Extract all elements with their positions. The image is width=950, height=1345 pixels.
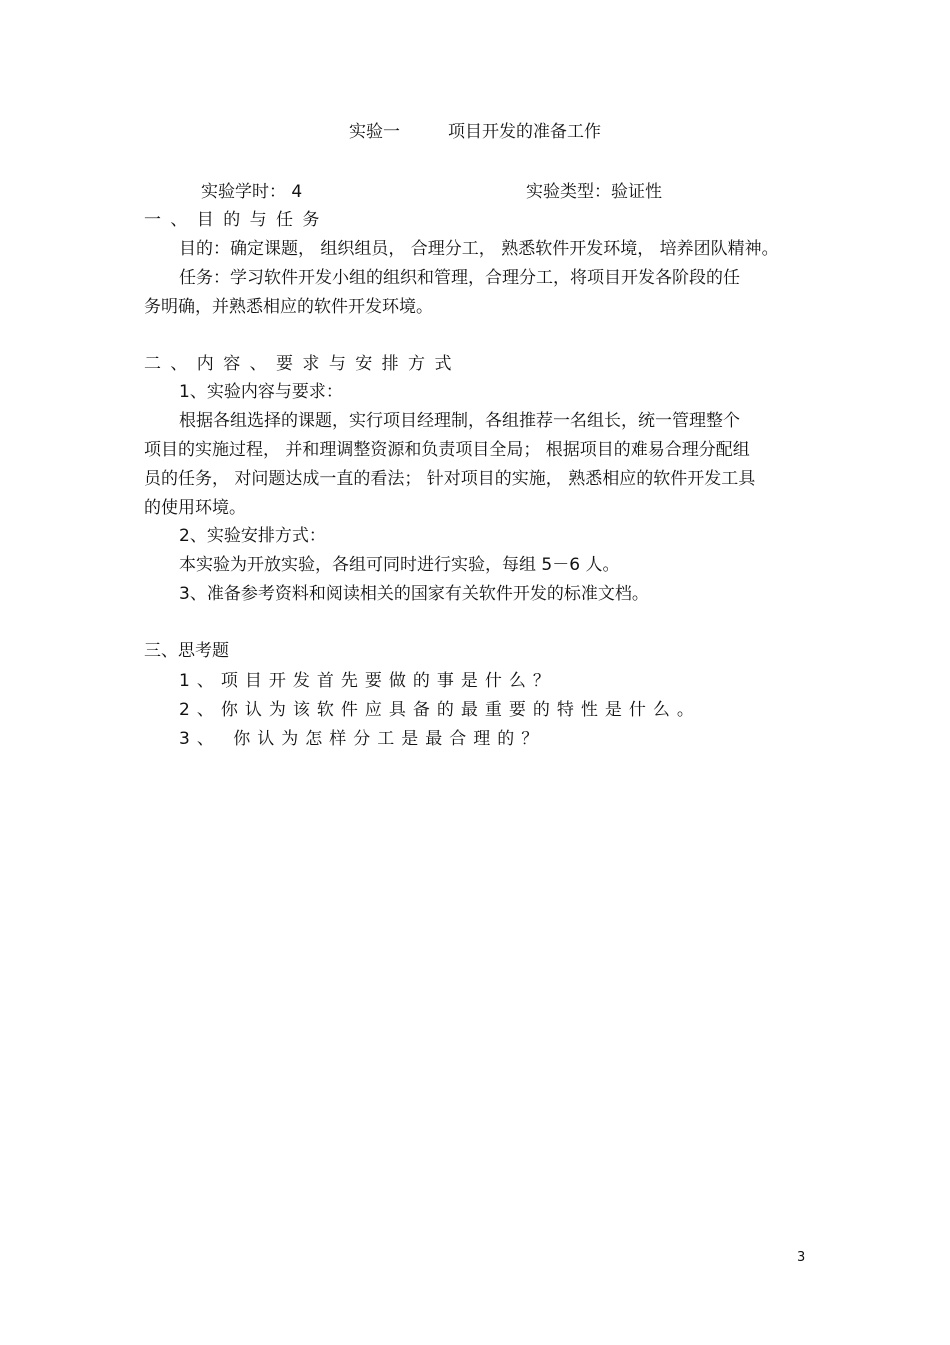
section3-heading: 三、思考题 xyxy=(144,641,229,661)
section1-task-line2: 务明确，并熟悉相应的软件开发环境。 xyxy=(144,297,433,317)
section2-para2: 本实验为开放实验，各组可同时进行实验，每组 5－6 人。 xyxy=(179,555,620,575)
section2-para1-line2: 项目的实施过程， 并和理调整资源和负责项目全局； 根据项目的难易合理分配组 xyxy=(144,440,750,460)
page-title xyxy=(0,121,950,143)
section2-para1-line1: 根据各组选择的课题，实行项目经理制，各组推荐一名组长，统一管理整个 xyxy=(179,411,740,431)
title-sub: 项目开发的准备工作 xyxy=(448,122,601,142)
section1-heading: 一 、 目 的 与 任 务 xyxy=(144,210,322,230)
section2-sub3: 3、准备参考资料和阅读相关的国家有关软件开发的标准文档。 xyxy=(179,584,649,604)
section2-para1-line3: 员的任务， 对问题达成一直的看法； 针对项目的实施， 熟悉相应的软件开发工具 xyxy=(144,469,756,489)
section2-sub1: 1、实验内容与要求： xyxy=(179,382,343,402)
section1-purpose: 目的：确定课题， 组织组员， 合理分工， 熟悉软件开发环境， 培养团队精神。 xyxy=(179,239,779,259)
section2-para1-line4: 的使用环境。 xyxy=(144,498,246,518)
meta-hours: 实验学时： 4 xyxy=(201,182,303,202)
page-number: 3 xyxy=(797,1250,806,1265)
question-2: 2、你认为该软件应具备的最重要的特性是什么。 xyxy=(179,700,701,720)
title-main: 实验一 xyxy=(349,122,400,142)
question-3: 3、 你认为怎样分工是最合理的？ xyxy=(179,729,546,749)
question-1: 1、项目开发首先要做的事是什么？ xyxy=(179,671,557,691)
section2-heading: 二 、 内 容 、 要 求 与 安 排 方 式 xyxy=(144,354,454,374)
section2-sub2: 2、实验安排方式： xyxy=(179,526,326,546)
meta-type: 实验类型：验证性 xyxy=(526,182,662,202)
section1-task-line1: 任务：学习软件开发小组的组织和管理，合理分工，将项目开发各阶段的任 xyxy=(179,268,740,288)
